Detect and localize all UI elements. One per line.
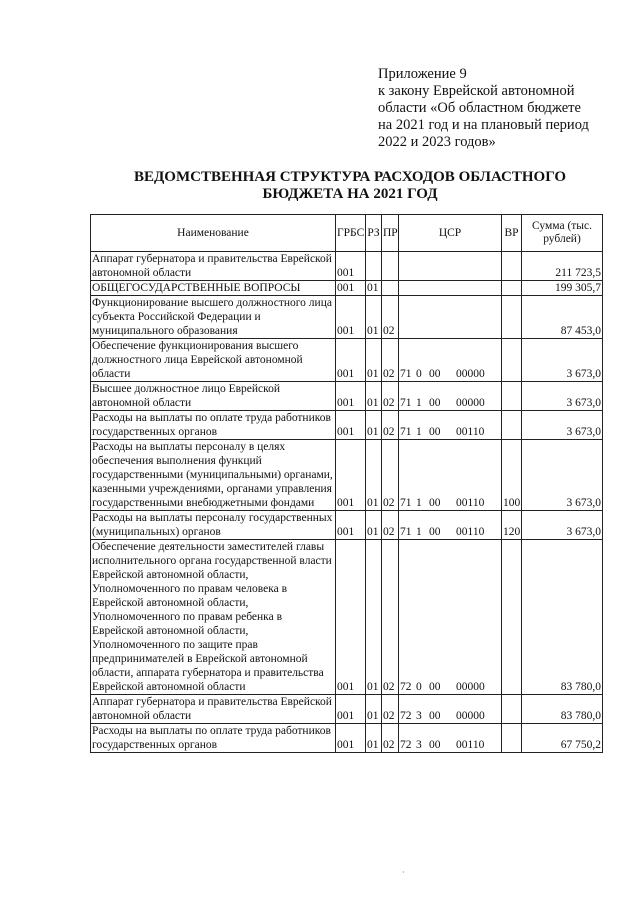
annex-line: на 2021 год и на плановый период [378,117,589,133]
table-row [91,540,603,695]
annex-line: области «Об областном бюджете [378,100,581,116]
cell-grbs: 001 [336,296,366,339]
header-rz: РЗ [366,215,382,252]
cell-vr [502,724,522,753]
cell-rz: 01 [366,511,382,540]
csr-part: 1 [416,497,422,509]
cell-csr [399,440,502,511]
csr-part: 00000 [456,681,485,693]
table-row [91,339,603,382]
cell-grbs: 001 [336,695,366,724]
document-title [90,169,610,203]
table-row [91,281,603,296]
cell-name: Обеспечение деятельности заместителей главы исполнительного органа государственной власти Еврейской автономной области, Уполномоченного по правам человека в Еврейской автономной области, Уполномоченного по правам ребенка в Еврейской автономной области, Уполномоченного по защите прав предпринимателей в Еврейской автономной области, аппарата губернатора и правительства Еврейской автономной области [91,540,336,695]
cell-pr [382,281,399,296]
csr-part: 72 [400,710,412,722]
csr-parts [400,496,500,510]
cell-grbs: 001 [336,440,366,511]
cell-csr [399,695,502,724]
csr-parts [400,425,500,439]
csr-parts [400,396,500,410]
cell-vr [502,382,522,411]
csr-part: 00 [429,710,441,722]
scan-speck: · [402,868,405,877]
title-line: ВЕДОМСТВЕННАЯ СТРУКТУРА РАСХОДОВ ОБЛАСТНОГО [133,169,567,185]
header-name: Наименование [91,215,336,252]
csr-part: 1 [416,526,422,538]
cell-sum: 83 780,0 [522,540,603,695]
cell-name: Аппарат губернатора и правительства Еврейской автономной области [91,695,336,724]
csr-parts [400,738,500,752]
csr-part: 3 [416,739,422,751]
cell-rz: 01 [366,695,382,724]
csr-part: 71 [400,497,412,509]
cell-vr [502,540,522,695]
csr-part: 00 [429,397,441,409]
cell-csr [399,252,502,281]
table-row [91,511,603,540]
csr-part: 00000 [456,397,485,409]
cell-pr: 02 [382,382,399,411]
cell-csr [399,339,502,382]
csr-part: 0 [416,368,422,380]
cell-pr: 02 [382,724,399,753]
cell-name: Расходы на выплаты персоналу государственных (муниципальных) органов [91,511,336,540]
cell-sum: 199 305,7 [522,281,603,296]
csr-parts [400,709,500,723]
table-row [91,411,603,440]
cell-pr: 02 [382,339,399,382]
annex-line: Приложение 9 [378,66,467,82]
cell-sum: 67 750,2 [522,724,603,753]
csr-part: 1 [416,426,422,438]
csr-part: 00000 [456,368,485,380]
cell-pr: 02 [382,296,399,339]
cell-csr [399,411,502,440]
csr-part: 00000 [456,710,485,722]
csr-part: 00 [429,681,441,693]
csr-part: 71 [400,368,412,380]
header-csr: ЦСР [399,215,502,252]
cell-rz: 01 [366,440,382,511]
csr-part: 72 [400,681,412,693]
header-pr: ПР [382,215,399,252]
cell-csr [399,296,502,339]
csr-part: 00 [429,497,441,509]
cell-vr [502,252,522,281]
cell-grbs: 001 [336,724,366,753]
table-row [91,252,603,281]
csr-part: 00 [429,426,441,438]
annex-line: 2022 и 2023 годов» [378,134,496,150]
cell-vr [502,339,522,382]
cell-sum: 3 673,0 [522,411,603,440]
csr-part: 71 [400,426,412,438]
csr-parts [400,680,500,694]
csr-part: 00110 [456,739,485,751]
cell-vr [502,411,522,440]
csr-part: 72 [400,739,412,751]
csr-part: 0 [416,681,422,693]
header-vr: ВР [502,215,522,252]
cell-csr [399,281,502,296]
cell-name: Расходы на выплаты персоналу в целях обеспечения выполнения функций государственными (муниципальными) органами, казенными учреждениями, органами управления государственными внебюджетными фондами [91,440,336,511]
cell-name: Расходы на выплаты по оплате труда работников государственных органов [91,724,336,753]
csr-part: 00 [429,368,441,380]
cell-vr: 100 [502,440,522,511]
table-row [91,724,603,753]
cell-vr: 120 [502,511,522,540]
cell-name: Аппарат губернатора и правительства Еврейской автономной области [91,252,336,281]
cell-sum: 3 673,0 [522,382,603,411]
cell-pr: 02 [382,511,399,540]
table-row [91,382,603,411]
csr-part: 00110 [456,426,485,438]
cell-pr: 02 [382,440,399,511]
cell-rz [366,252,382,281]
cell-sum: 83 780,0 [522,695,603,724]
cell-sum: 3 673,0 [522,339,603,382]
cell-rz: 01 [366,411,382,440]
title-line: БЮДЖЕТА НА 2021 ГОД [262,186,438,202]
cell-rz: 01 [366,296,382,339]
cell-name: Функционирование высшего должностного лица субъекта Российской Федерации и муниципального образования [91,296,336,339]
table-row [91,695,603,724]
cell-name: Обеспечение функционирования высшего должностного лица Еврейской автономной области [91,339,336,382]
csr-part: 1 [416,397,422,409]
cell-sum: 211 723,5 [522,252,603,281]
cell-csr [399,724,502,753]
cell-csr [399,382,502,411]
cell-grbs: 001 [336,411,366,440]
cell-sum: 3 673,0 [522,440,603,511]
cell-sum: 3 673,0 [522,511,603,540]
header-grbs: ГРБС [336,215,366,252]
csr-part: 00110 [456,497,485,509]
cell-pr: 02 [382,411,399,440]
cell-vr [502,296,522,339]
cell-grbs: 001 [336,540,366,695]
cell-grbs: 001 [336,511,366,540]
csr-parts [400,367,500,381]
cell-rz: 01 [366,540,382,695]
cell-vr [502,281,522,296]
csr-part: 00 [429,526,441,538]
header-sum: Сумма (тыс. рублей) [522,215,603,252]
cell-pr [382,252,399,281]
cell-name: Высшее должностное лицо Еврейской автономной области [91,382,336,411]
cell-grbs: 001 [336,339,366,382]
table-row [91,440,603,511]
table-row [91,296,603,339]
annex-line: к закону Еврейской автономной [378,83,575,99]
cell-rz: 01 [366,339,382,382]
cell-rz: 01 [366,281,382,296]
cell-rz: 01 [366,724,382,753]
csr-part: 00 [429,739,441,751]
cell-name: Расходы на выплаты по оплате труда работников государственных органов [91,411,336,440]
csr-parts [400,525,500,539]
cell-vr [502,695,522,724]
cell-pr: 02 [382,695,399,724]
csr-part: 00110 [456,526,485,538]
cell-grbs: 001 [336,252,366,281]
cell-csr [399,511,502,540]
cell-grbs: 001 [336,382,366,411]
annex-block [378,66,618,151]
csr-part: 71 [400,397,412,409]
cell-sum: 87 453,0 [522,296,603,339]
table-header-row [91,215,603,252]
cell-name: ОБЩЕГОСУДАРСТВЕННЫЕ ВОПРОСЫ [91,281,336,296]
csr-part: 71 [400,526,412,538]
csr-part: 3 [416,710,422,722]
cell-rz: 01 [366,382,382,411]
cell-pr: 02 [382,540,399,695]
cell-grbs: 001 [336,281,366,296]
cell-csr [399,540,502,695]
budget-table [90,214,603,753]
